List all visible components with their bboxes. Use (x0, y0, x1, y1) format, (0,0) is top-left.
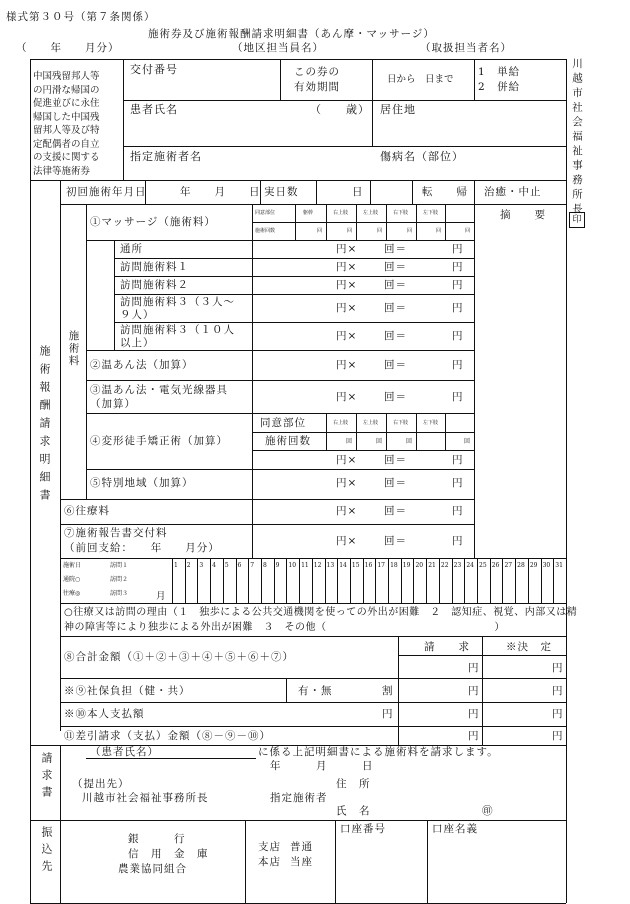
calendar-day-divider (439, 558, 440, 603)
injury-label: 傷病名（部位） (380, 150, 464, 163)
consent-part-2: 同意部位 (260, 417, 306, 429)
calendar-day-divider (248, 558, 249, 603)
calendar-day-divider (502, 558, 503, 603)
seal-box: 印 (569, 212, 585, 228)
benefit-combined: 2 併給 (478, 81, 521, 93)
calendar-day: 4 (212, 562, 216, 569)
calendar-day: 6 (237, 562, 242, 569)
cal-month: 月 (156, 591, 166, 602)
left-upper: 左上肢 (363, 210, 379, 216)
calendar-day: 21 (428, 562, 436, 569)
with-without: 有・無 (298, 685, 333, 697)
calendar-day-divider (413, 558, 414, 603)
acct-type-ordinary: 普通 (290, 841, 313, 853)
calendar-day-divider (223, 558, 224, 603)
calendar-day-divider (375, 558, 376, 603)
period: （ 年 月分） (16, 42, 120, 54)
reason-line-1: ○往療又は訪問の理由（１ 独歩による公共交通機関を使っての外出が困難 ２ 認知症、視覚、内部又は精 (64, 607, 578, 618)
social-label: ※⑨社保負担（健・共） (64, 685, 191, 697)
calendar-day: 28 (517, 562, 525, 569)
calendar-day: 3 (199, 562, 204, 569)
self-pay-label: ※⑩本人支払額 (64, 708, 145, 720)
calendar-day: 15 (351, 562, 360, 569)
main-branch-label: 本店 (258, 856, 281, 868)
fee-label: 施術料 (67, 330, 80, 368)
submit-to: （提出先） (72, 778, 130, 790)
calendar-day: 8 (262, 562, 267, 569)
calendar-day-divider (388, 558, 389, 603)
deform-label: ④変形徒手矯正術（加算） (90, 435, 228, 447)
calendar-day-divider (286, 558, 287, 603)
warm-elec-label-2: （加算） (90, 398, 136, 410)
transfer-vertical-label: 振込先 (40, 826, 53, 877)
cal-visit3: 訪問３ (110, 590, 129, 597)
calendar-day-divider (464, 558, 465, 603)
calendar-day-divider (515, 558, 516, 603)
calendar-day: 22 (440, 562, 449, 569)
calendar-day-divider (477, 558, 478, 603)
validity-label-1: この券の (294, 66, 340, 78)
calendar-day-divider (197, 558, 198, 603)
first-date-label: 初回施術年月日 (66, 186, 147, 198)
total-label: ⑧合計金額（①＋②＋③＋④＋⑤＋⑥＋⑦） (64, 651, 294, 663)
calendar-day: 18 (390, 562, 398, 569)
commute-label: 通所 (120, 243, 143, 255)
calendar-day-divider (541, 558, 542, 603)
calendar-day: 2 (186, 562, 191, 569)
body-part: 躯幹 (303, 210, 314, 216)
date-range: 日から 日まで (387, 74, 454, 85)
calendar-day-divider (401, 558, 402, 603)
visit3b-label-2: 以上） (120, 337, 155, 349)
calendar-day: 12 (313, 562, 322, 569)
district-officer: （地区担当員名） (232, 42, 324, 54)
calendar-day: 24 (466, 562, 474, 569)
name-label: 氏 名 (336, 805, 371, 817)
issuer-vertical: 川越市社会福祉事務所長 (571, 58, 583, 218)
acct-type-current: 当座 (290, 856, 313, 868)
law-text: 中国残留邦人等 の円滑な帰国の 促進並びに永住 帰国した中国残 留邦人等及び特 定配偶者の自立 の支援に関する 法律等施術券 (33, 71, 100, 177)
special-label: ⑤特別地域（加算） (90, 477, 194, 489)
treat-count: 施術回数 (255, 228, 276, 234)
calendar-day: 19 (402, 562, 411, 569)
cal-travel: 往療◎ (63, 590, 81, 597)
reason-line-2: 神の障害等により独歩による外出が困難 ３ その他（ ） (64, 622, 505, 633)
patient-name-label: 患者氏名 (130, 103, 178, 116)
percent-label: 割 (382, 685, 394, 697)
claim-header: 請 求 (424, 641, 470, 653)
claim-seal: ㊞ (482, 805, 494, 817)
right-lower: 右下肢 (393, 210, 409, 216)
visit3a-label-1: 訪問施術料３（３人～ (120, 296, 235, 308)
ticket-number-label: 交付番号 (130, 63, 178, 76)
bank-label: 銀 行 (128, 833, 186, 845)
warm-label: ②温あん法（加算） (90, 359, 194, 371)
calendar-day: 23 (453, 562, 462, 569)
calendar-day: 11 (301, 562, 309, 569)
consent-part: 同意部位 (255, 210, 276, 216)
day-unit: 日 (352, 186, 364, 198)
calendar-day: 10 (288, 562, 297, 569)
decision-header: ※決 定 (506, 641, 552, 653)
actual-days-label: 実日数 (264, 186, 299, 198)
claim-date: 年 月 日 (270, 760, 374, 772)
calendar-day: 27 (504, 562, 513, 569)
calendar-day-divider (312, 558, 313, 603)
calendar-day: 26 (491, 562, 500, 569)
calendar-day-divider (350, 558, 351, 603)
address-label: 居住地 (380, 103, 416, 116)
first-date-value: 年 月 日 (180, 186, 261, 198)
right-upper: 右上肢 (333, 210, 349, 216)
agri-label: 農業協同組合 (118, 863, 187, 875)
visit3a-label-2: ９人） (120, 309, 155, 321)
calendar-day: 17 (377, 562, 385, 569)
calendar-day: 9 (275, 562, 280, 569)
calendar-day: 7 (250, 562, 255, 569)
calendar-day: 1 (174, 562, 178, 569)
calendar-day-divider (299, 558, 300, 603)
calendar-day: 14 (339, 562, 347, 569)
branch-label: 支店 (258, 841, 281, 853)
self-pay-yen: 円 (382, 708, 394, 720)
visit3b-label-1: 訪問施術料３（１０人 (120, 324, 235, 336)
calendar-day: 5 (224, 562, 229, 569)
credit-label: 信 用 金 庫 (128, 848, 209, 860)
visit2-label: 訪問施術料２ (120, 279, 189, 291)
calendar-day: 16 (364, 562, 373, 569)
calendar-day-divider (325, 558, 326, 603)
calendar-day: 20 (415, 562, 424, 569)
prev-pay: （前回支給： 年 月分） (64, 542, 220, 554)
detail-vertical-label: 施術報酬請求明細書 (38, 345, 51, 507)
treat-count-2: 施術回数 (265, 435, 311, 447)
claim-practitioner: 指定施術者 (270, 792, 328, 804)
addr-label: 住 所 (336, 778, 371, 790)
calendar-day-divider (210, 558, 211, 603)
calendar-day-divider (363, 558, 364, 603)
massage-label: ①マッサージ（施術料） (90, 216, 216, 228)
form-title: 施術券及び施術報酬請求明細書（あん摩・マッサージ） (148, 28, 435, 40)
calendar-day: 30 (542, 562, 551, 569)
summary-label: 摘 要 (500, 209, 546, 221)
claim-patient: （患者氏名） (90, 746, 159, 758)
calendar-day-divider (452, 558, 453, 603)
recipient: 川越市社会福祉事務所長 (82, 792, 209, 804)
benefit-single: 1 単給 (478, 66, 521, 78)
cal-visit2: 訪問２ (110, 576, 129, 583)
cal-visit1: 訪問１ (110, 562, 129, 569)
calendar-day: 25 (479, 562, 487, 569)
cal-commute: 通院○ (63, 576, 81, 583)
calendar-day: 29 (529, 562, 538, 569)
handler: （取扱担当者名） (420, 42, 512, 54)
claim-statement: に係る上記明細書による施術料を請求します。 (258, 746, 499, 758)
outcome-label: 転 帰 (422, 186, 468, 198)
calendar-day: 31 (555, 562, 563, 569)
acct-name-label: 口座名義 (432, 823, 478, 835)
report-label: ⑦施術報告書交付料 (64, 527, 168, 539)
cured-label: 治癒・中止 (484, 186, 542, 198)
calendar-day-divider (236, 558, 237, 603)
form-number: 様式第３０号（第７条関係） (6, 11, 156, 23)
warm-elec-label-1: ③温あん法・電気光線器具 (90, 384, 228, 396)
calendar-day-divider (553, 558, 554, 603)
calendar-day-divider (274, 558, 275, 603)
calendar-day-divider (426, 558, 427, 603)
practitioner-label: 指定施術者名 (130, 150, 202, 163)
calendar-day-divider (185, 558, 186, 603)
calendar-day-divider (528, 558, 529, 603)
validity-label-2: 有効期間 (294, 81, 340, 93)
age-label: （ 歳） (310, 103, 370, 116)
cal-treat: 施術日 (63, 562, 82, 569)
claim-vertical-label: 請求書 (40, 752, 53, 803)
visit1-label: 訪問施術料１ (120, 261, 189, 273)
calendar-day-divider (490, 558, 491, 603)
travel-label: ⑥往療料 (64, 505, 110, 517)
left-lower: 左下肢 (423, 210, 439, 216)
calendar-day-divider (337, 558, 338, 603)
calendar-day: 13 (326, 562, 335, 569)
net-label: ⑪差引請求（支払）金額（⑧－⑨－⑩） (64, 730, 271, 742)
acct-no-label: 口座番号 (340, 823, 386, 835)
calendar-day-divider (261, 558, 262, 603)
